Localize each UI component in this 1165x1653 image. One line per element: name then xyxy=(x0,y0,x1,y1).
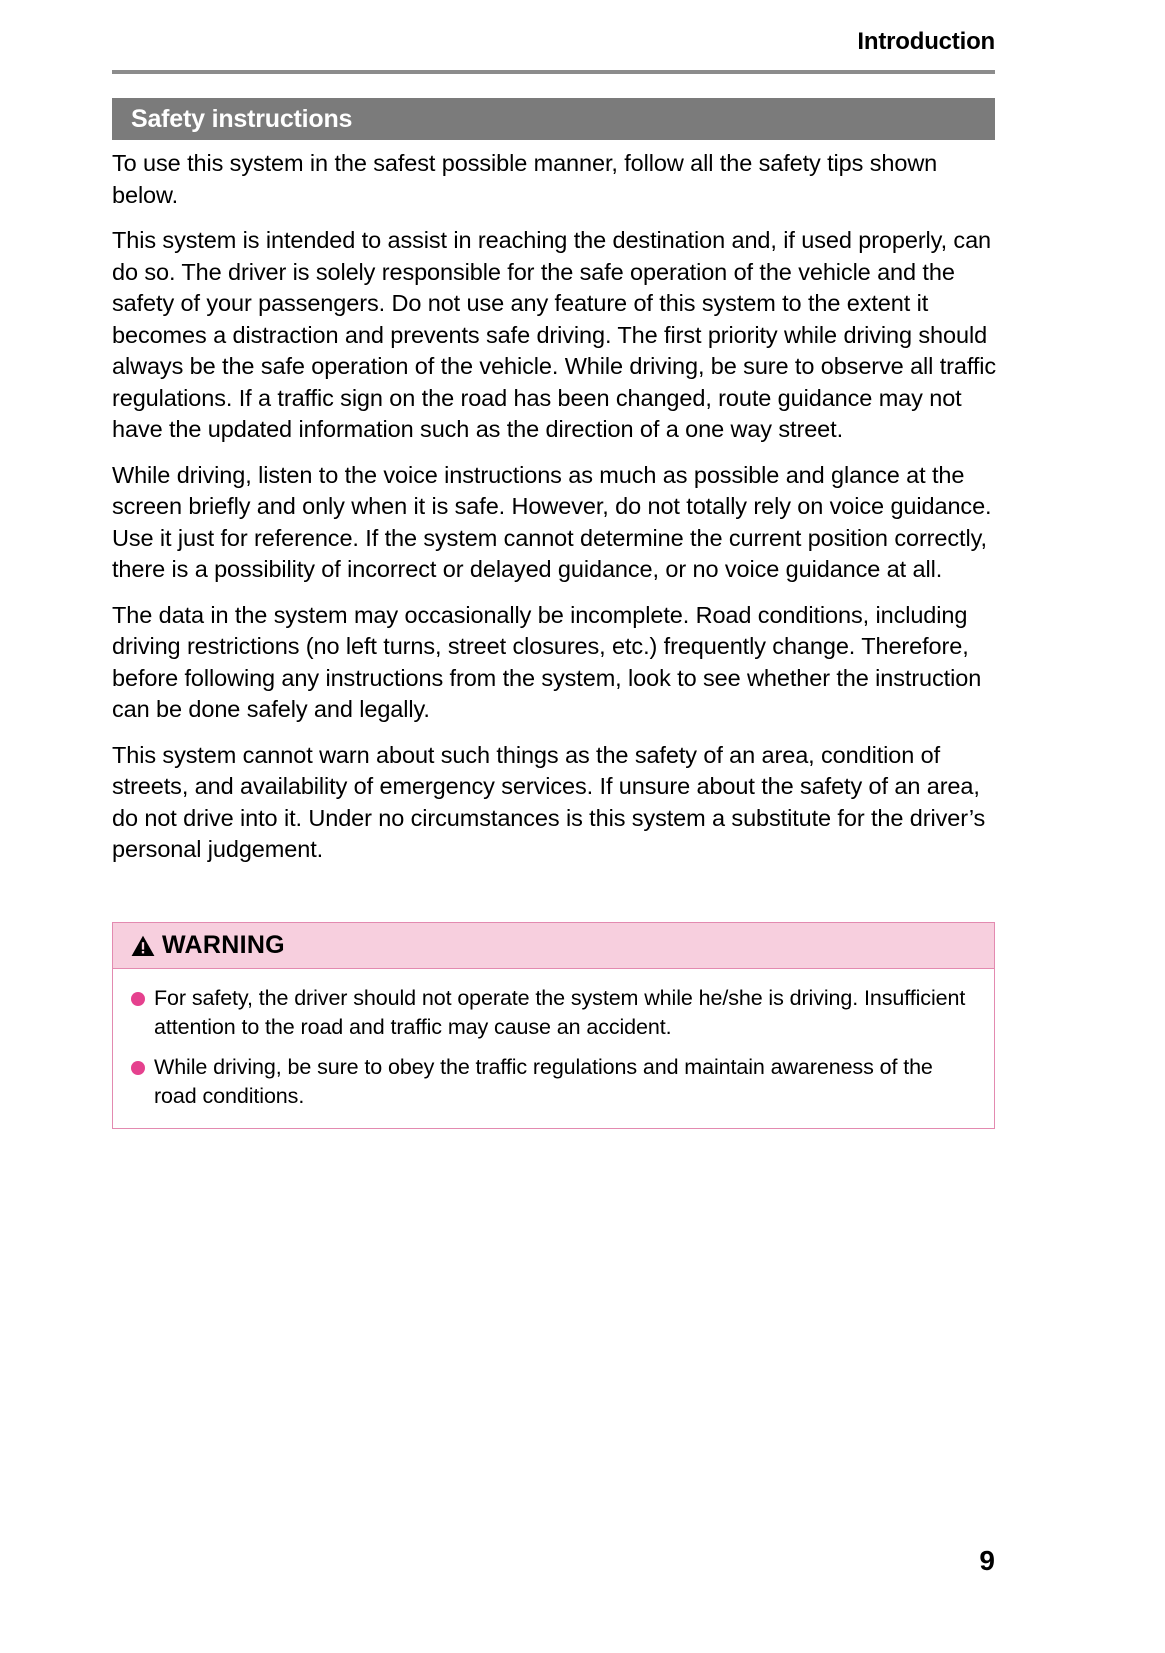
warning-item-text: While driving, be sure to obey the traffic regulations and maintain awareness of the road conditions. xyxy=(154,1055,933,1108)
warning-item-text: For safety, the driver should not operate the system while he/she is driving. Insufficient attention to the road and traffic may cause an accident. xyxy=(154,986,966,1039)
page-title: Introduction xyxy=(857,28,995,55)
paragraph: This system is intended to assist in reaching the destination and, if used properly, can do so. The driver is solely responsible for the safe operation of the vehicle and the safety of your passengers. Do not use any feature of this system to the extent it becomes a distraction and prevents safe driving. The first priority while driving should always be the safe operation of the vehicle. While driving, be sure to observe all traffic regulations. If a traffic sign on the road has been changed, route guidance may not have the updated information such as the direction of a one way street. xyxy=(112,227,997,442)
warning-list-item xyxy=(131,984,976,1042)
warning-box-body xyxy=(113,969,994,1128)
bullet-icon xyxy=(131,1061,145,1075)
warning-label: WARNING xyxy=(162,931,285,959)
section-title-bar xyxy=(112,98,995,140)
section-title-label: Safety instructions xyxy=(131,104,353,133)
warning-list-item xyxy=(131,1053,976,1111)
running-header xyxy=(112,28,995,56)
body-content xyxy=(112,148,1000,866)
paragraph: While driving, listen to the voice instructions as much as possible and glance at the screen briefly and only when it is safe. However, do not totally rely on voice guidance. Use it just for reference. If the system cannot determine the current position correctly, there is a possibility of incorrect or delayed guidance, or no voice guidance at all. xyxy=(112,461,992,582)
paragraph: This system cannot warn about such things as the safety of an area, condition of streets, and availability of emergency services. If unsure about the safety of an area, do not drive into it. Under no circumstances is this system a substitute for the driver’s personal judgement. xyxy=(112,741,986,862)
warning-triangle-icon xyxy=(131,935,155,957)
page-number: 9 xyxy=(979,1545,995,1576)
bullet-icon xyxy=(131,992,145,1006)
header-divider xyxy=(112,70,995,74)
paragraph: To use this system in the safest possible manner, follow all the safety tips shown below. xyxy=(112,150,938,208)
warning-box-header xyxy=(113,923,994,969)
warning-box xyxy=(112,922,995,1129)
paragraph: The data in the system may occasionally be incomplete. Road conditions, including driving restrictions (no left turns, street closures, etc.) frequently change. Therefore, before following any instructions from the system, look to see whether the instruction can be done safely and legally. xyxy=(112,601,982,722)
